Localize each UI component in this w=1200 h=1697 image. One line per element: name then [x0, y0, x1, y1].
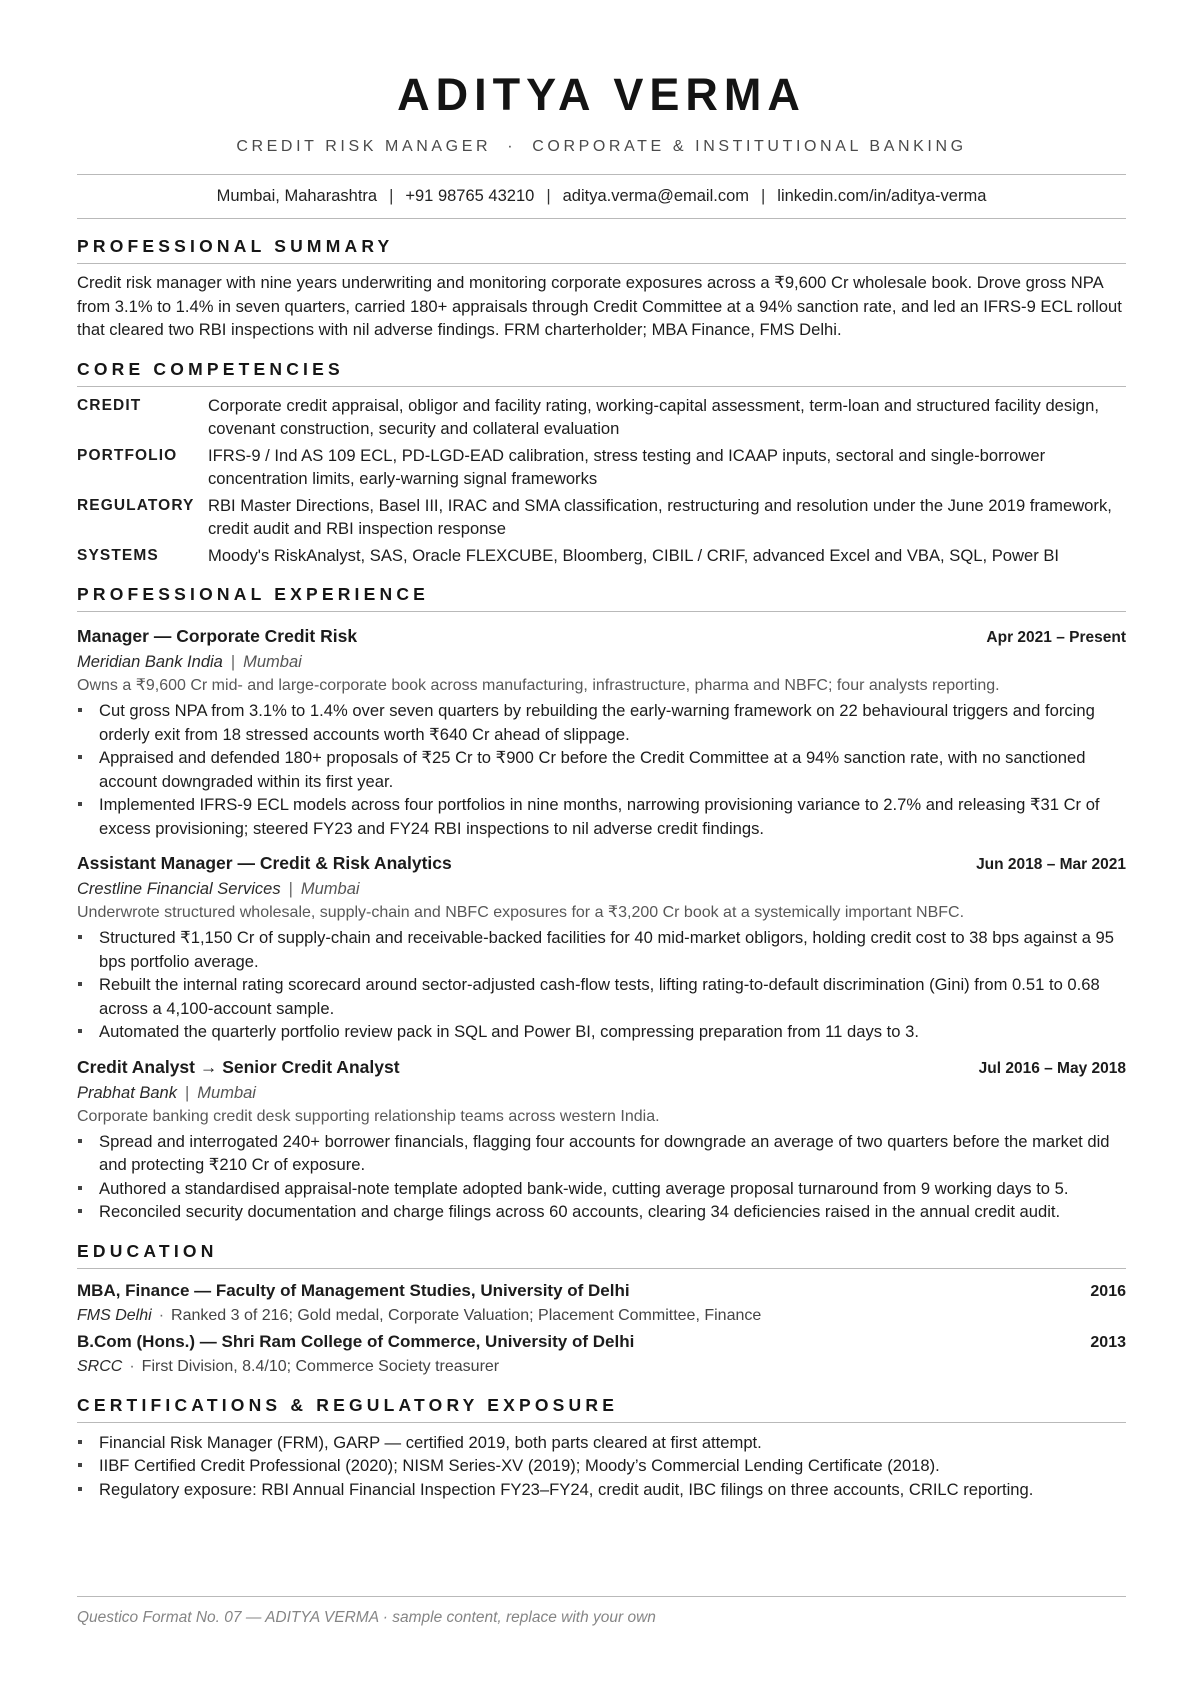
competency-label: REGULATORY — [77, 496, 195, 514]
education-separator: · — [129, 1357, 135, 1375]
job-description: Underwrote structured wholesale, supply-chain and NBFC exposures for a ₹3,200 Cr book at a systemically important NBFC. — [77, 904, 965, 921]
bullet-text: IIBF Certified Credit Professional (2020); NISM Series-XV (2019); Moody’s Commercial Lending Certificate (2018). — [99, 1456, 940, 1475]
bullet-text: Regulatory exposure: RBI Annual Financial Inspection FY23–FY24, credit audit, IBC filings on three accounts, CRILC reporting. — [99, 1479, 1034, 1499]
bullet-text: Spread and interrogated 240+ borrower financials, flagging four accounts for downgrade an average of two quarters before the market did and protecting ₹210 Cr of exposure. — [99, 1131, 1110, 1174]
bullet-square-icon — [78, 802, 82, 806]
bullet-text: Cut gross NPA from 3.1% to 1.4% over seven quarters by rebuilding the early-warning framework on 22 behavioural triggers and forcing orderly exit from 18 stressed accounts worth ₹640 Cr ahead of slippage. — [99, 701, 1095, 744]
contact-linkedin[interactable]: linkedin.com/in/aditya-verma — [777, 187, 987, 205]
job-org-line — [77, 650, 1126, 674]
bullet-square-icon — [78, 1186, 82, 1190]
list-item — [77, 1177, 1126, 1201]
bullet-square-icon — [78, 1209, 82, 1213]
education-section — [77, 1240, 1126, 1378]
job-dates: Apr 2021 – Present — [986, 629, 1126, 646]
job-description: Owns a ₹9,600 Cr mid- and large-corporate book across manufacturing, infrastructure, pharma and NBFC; four analysts reporting. — [77, 677, 1000, 694]
job-org-separator: | — [230, 653, 236, 671]
job-dates: Jul 2016 – May 2018 — [978, 1059, 1126, 1077]
education-year: 2016 — [1090, 1282, 1126, 1300]
job-org-line — [77, 1081, 1126, 1105]
job-description: Corporate banking credit desk supporting relationship teams across western India. — [77, 1107, 660, 1125]
education-separator: · — [158, 1306, 165, 1324]
contact-line — [77, 175, 1126, 218]
experience-section — [77, 583, 1126, 1224]
education-school: SRCC — [77, 1357, 123, 1375]
job-title: Credit Analyst → Senior Credit Analyst — [77, 1056, 400, 1077]
section-heading: CERTIFICATIONS & REGULATORY EXPOSURE — [77, 1394, 1126, 1423]
competency-text: RBI Master Directions, Basel III, IRAC and SMA classification, restructuring and resolution under the June 2019 framework, credit audit and RBI inspection response — [208, 495, 1112, 538]
education-detail: Ranked 3 of 216; Gold medal, Corporate Valuation; Placement Committee, Finance — [171, 1306, 762, 1324]
section-heading: PROFESSIONAL SUMMARY — [77, 235, 1126, 264]
bullet-square-icon — [78, 935, 82, 939]
education-school: FMS Delhi — [77, 1306, 152, 1324]
list-item — [77, 973, 1126, 1020]
competency-row — [77, 444, 1126, 491]
list-item — [77, 1200, 1126, 1224]
list-item — [77, 1454, 1126, 1478]
education-year: 2013 — [1090, 1333, 1126, 1351]
education-degree: B.Com (Hons.) — Shri Ram College of Commerce, University of Delhi — [77, 1331, 635, 1351]
header-divider-bottom — [77, 218, 1126, 219]
education-entry — [77, 1330, 1126, 1378]
competency-label: SYSTEMS — [77, 546, 159, 564]
list-item — [77, 1478, 1126, 1502]
bullet-text: Structured ₹1,150 Cr of supply-chain and receivable-backed facilities for 40 mid-market obligors, holding credit cost to 38 bps against a 95 bps portfolio average. — [99, 928, 1115, 971]
list-item — [77, 926, 1126, 973]
job-org-separator: | — [288, 880, 293, 898]
bullet-text: Automated the quarterly portfolio review pack in SQL and Power BI, compressing preparation from 11 days to 3. — [99, 1022, 919, 1041]
competency-text: Moody's RiskAnalyst, SAS, Oracle FLEXCUBE, Bloomberg, CIBIL / CRIF, advanced Excel and VBA, SQL, Power BI — [208, 545, 1060, 565]
list-item — [77, 699, 1126, 746]
candidate-subtitle: CREDIT RISK MANAGER · CORPORATE & INSTITUTIONAL BANKING — [236, 138, 967, 155]
job-entry — [77, 624, 1126, 840]
job-bullets — [77, 699, 1126, 840]
competency-row — [77, 544, 1126, 568]
education-detail-line — [77, 1304, 1126, 1327]
job-title: Manager — Corporate Credit Risk — [77, 626, 358, 646]
bullet-text: Implemented IFRS-9 ECL models across four portfolios in nine months, narrowing provisioning variance to 2.7% and releasing ₹31 Cr of excess provisioning; steered FY23 and FY24 RBI inspections to nil adverse credit findings. — [99, 795, 1100, 838]
summary-section — [77, 235, 1126, 342]
list-item — [77, 1431, 1126, 1455]
competencies-section — [77, 358, 1126, 568]
contact-separator: | — [761, 187, 766, 205]
bullet-text: Reconciled security documentation and charge filings across 60 accounts, clearing 34 deficiencies raised in the annual credit audit. — [99, 1202, 1061, 1221]
competency-text: IFRS-9 / Ind AS 109 ECL, PD-LGD-EAD calibration, stress testing and ICAAP inputs, sectoral and single-borrower concentration limits, early-warning signal frameworks — [208, 445, 1046, 488]
competency-label: PORTFOLIO — [77, 446, 178, 464]
job-org: Prabhat Bank — [77, 1083, 177, 1102]
job-bullets — [77, 926, 1126, 1044]
job-entry — [77, 1055, 1126, 1224]
education-header — [77, 1330, 1126, 1355]
bullet-square-icon — [78, 1029, 82, 1033]
contact-separator: | — [389, 187, 394, 205]
certifications-section — [77, 1394, 1126, 1502]
job-location: Mumbai — [300, 880, 360, 898]
certification-bullets — [77, 1431, 1126, 1502]
job-org-separator: | — [184, 1083, 190, 1102]
bullet-square-icon — [78, 982, 82, 986]
competency-row — [77, 394, 1126, 441]
job-org-line — [77, 877, 1126, 901]
bullet-square-icon — [78, 1440, 82, 1444]
bullet-text: Authored a standardised appraisal-note template adopted bank-wide, cutting average proposal turnaround from 9 working days to 5. — [99, 1178, 1069, 1198]
contact-separator: | — [546, 187, 551, 205]
bullet-text: Rebuilt the internal rating scorecard around sector-adjusted cash-flow tests, lifting rating-to-default discrimination (Gini) from 0.51 to 0.68 across a 4,100-account sample. — [99, 975, 1100, 1018]
job-entry — [77, 851, 1126, 1044]
job-org: Meridian Bank India — [77, 653, 223, 671]
education-detail: First Division, 8.4/10; Commerce Society treasurer — [141, 1357, 500, 1375]
summary-text: Credit risk manager with nine years underwriting and monitoring corporate exposures across a ₹9,600 Cr wholesale book. Drove gross NPA from 3.1% to 1.4% in seven quarters, carried 180+ appraisals through Credit Committee at a 94% sanction rate, and led an IFRS-9 ECL rollout that cleared two RBI inspections with nil adverse findings. FRM charterholder; MBA Finance, FMS Delhi. — [77, 273, 1122, 339]
job-dates: Jun 2018 – Mar 2021 — [976, 856, 1126, 873]
contact-email[interactable]: aditya.verma@email.com — [562, 187, 749, 205]
job-header — [77, 1055, 1126, 1081]
competency-label: CREDIT — [77, 396, 142, 414]
list-item — [77, 1020, 1126, 1044]
contact-phone[interactable]: +91 98765 43210 — [405, 187, 535, 205]
job-title: Assistant Manager — Credit & Risk Analytics — [77, 853, 452, 873]
section-heading: CORE COMPETENCIES — [77, 358, 1126, 387]
list-item — [77, 1130, 1126, 1177]
section-heading: EDUCATION — [77, 1240, 1126, 1269]
job-location: Mumbai — [243, 653, 302, 671]
competencies-table — [77, 394, 1126, 568]
bullet-text: Financial Risk Manager (FRM), GARP — certified 2019, both parts cleared at first attempt. — [99, 1432, 762, 1452]
bullet-square-icon — [78, 755, 82, 759]
job-org: Crestline Financial Services — [77, 880, 281, 898]
job-header — [77, 851, 1126, 877]
bullet-square-icon — [78, 1139, 82, 1143]
competency-text: Corporate credit appraisal, obligor and facility rating, working-capital assessment, term-loan and structured facility design, covenant construction, security and collateral evaluation — [208, 395, 1099, 438]
job-bullets — [77, 1130, 1126, 1224]
list-item — [77, 746, 1126, 793]
section-heading: PROFESSIONAL EXPERIENCE — [77, 583, 1126, 612]
bullet-square-icon — [78, 1487, 82, 1491]
bullet-square-icon — [78, 708, 82, 712]
education-degree: MBA, Finance — Faculty of Management Studies, University of Delhi — [77, 1280, 630, 1300]
contact-location: Mumbai, Maharashtra — [216, 187, 378, 205]
job-location: Mumbai — [197, 1083, 256, 1102]
education-header — [77, 1279, 1126, 1304]
job-header — [77, 624, 1126, 650]
competency-row — [77, 494, 1126, 541]
bullet-square-icon — [78, 1463, 82, 1467]
education-detail-line — [77, 1355, 1126, 1378]
candidate-name: ADITYA VERMA — [397, 69, 806, 120]
bullet-text: Appraised and defended 180+ proposals of ₹25 Cr to ₹900 Cr before the Credit Committee at a 94% sanction rate, with no sanctioned account downgraded within its first year. — [99, 748, 1086, 791]
page-footer: Questico Format No. 07 — ADITYA VERMA · sample content, replace with your own — [77, 1596, 1126, 1628]
list-item — [77, 793, 1126, 840]
education-entry — [77, 1279, 1126, 1327]
